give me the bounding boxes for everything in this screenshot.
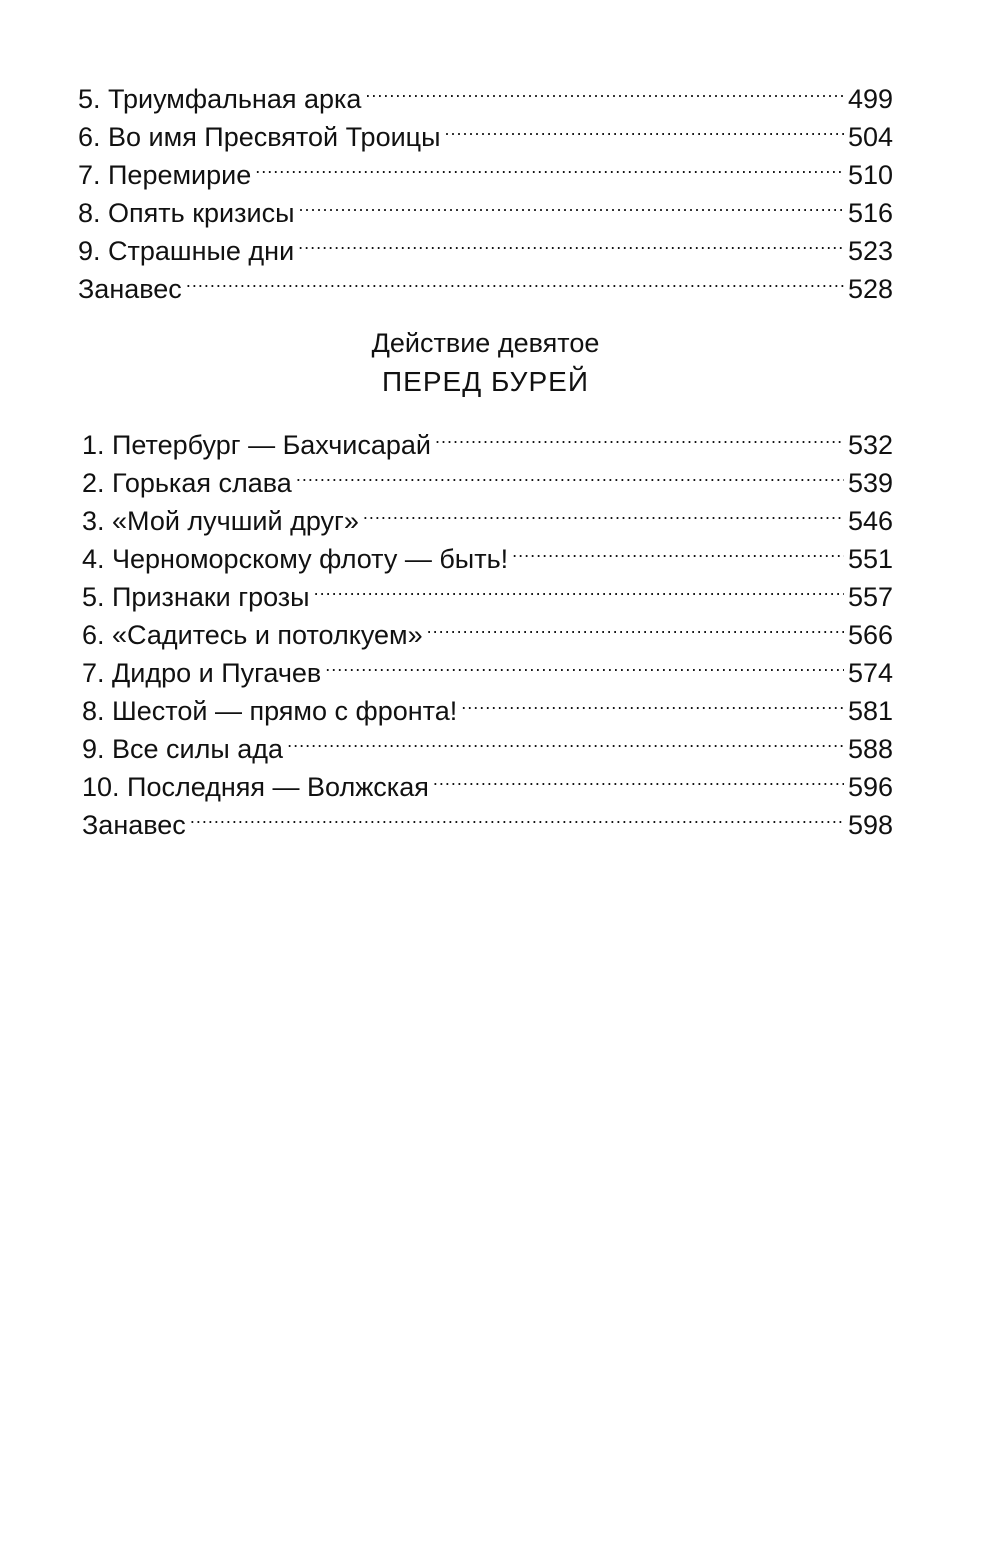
toc-entry-page: 546 [847, 506, 893, 536]
toc-entry-page: 557 [847, 582, 893, 612]
toc-entry [82, 416, 893, 460]
toc-leader-dots [433, 758, 844, 796]
toc-leader-dots [435, 416, 844, 454]
toc-entry-title: 5. Признаки грозы [82, 582, 310, 612]
toc-entry-page: 516 [847, 198, 893, 228]
toc-list-top [78, 70, 893, 304]
toc-leader-dots [186, 260, 844, 298]
toc-entry-page: 574 [847, 658, 893, 688]
toc-entry-page: 510 [847, 160, 893, 190]
toc-leader-dots [461, 682, 844, 720]
toc-entry-title: Занавес [82, 810, 186, 840]
toc-entry [78, 260, 893, 304]
toc-entry-title: 2. Горькая слава [82, 468, 292, 498]
toc-entry-page: 523 [847, 236, 893, 266]
toc-entry-title: 3. «Мой лучший друг» [82, 506, 359, 536]
toc-leader-dots [298, 184, 843, 222]
toc-leader-dots [512, 530, 844, 568]
toc-leader-dots [365, 70, 844, 108]
toc-entry-title: 9. Страшные дни [78, 236, 295, 266]
toc-entry [78, 70, 893, 114]
toc-leader-dots [363, 492, 844, 530]
toc-leader-dots [298, 222, 844, 260]
toc-entry-title: 7. Перемирие [78, 160, 252, 190]
toc-leader-dots [287, 720, 844, 758]
toc-entry-page: 588 [847, 734, 893, 764]
toc-entry-page: 532 [847, 430, 893, 460]
toc-entry-title: 8. Опять кризисы [78, 198, 295, 228]
toc-leader-dots [314, 568, 844, 606]
toc-entry-page: 566 [847, 620, 893, 650]
toc-entry-title: Занавес [78, 274, 182, 304]
toc-leader-dots [190, 796, 844, 834]
toc-leader-dots [255, 146, 844, 184]
toc-entry-title: 6. Во имя Пресвятой Троицы [78, 122, 441, 152]
toc-leader-dots [325, 644, 844, 682]
toc-entry-page: 551 [847, 544, 893, 574]
toc-entry-page: 598 [847, 810, 893, 840]
toc-list-bottom [78, 416, 893, 840]
toc-entry-page: 581 [847, 696, 893, 726]
toc-entry-title: 4. Черноморскому флоту — быть! [82, 544, 509, 574]
toc-entry-title: 5. Триумфальная арка [78, 84, 362, 114]
toc-entry-title: 8. Шестой — прямо с фронта! [82, 696, 458, 726]
toc-entry-title: 6. «Садитесь и потолкуем» [82, 620, 423, 650]
section-act-label: Действие девятое [371, 328, 600, 358]
toc-entry-page: 539 [847, 468, 893, 498]
toc-leader-dots [427, 606, 844, 644]
section-heading [78, 324, 893, 402]
toc-entry-page: 528 [847, 274, 893, 304]
toc-entry-title: 10. Последняя — Волжская [82, 772, 429, 802]
toc-leader-dots [296, 454, 844, 492]
toc-entry [82, 796, 893, 840]
toc-leader-dots [445, 108, 844, 146]
toc-entry-title: 9. Все силы ада [82, 734, 284, 764]
section-title: ПЕРЕД БУРЕЙ [382, 366, 589, 397]
toc-entry-page: 596 [847, 772, 893, 802]
toc-entry-page: 499 [847, 84, 893, 114]
toc-entry-page: 504 [847, 122, 893, 152]
toc-entry-title: 7. Дидро и Пугачев [82, 658, 322, 688]
toc-entry-title: 1. Петербург — Бахчисарай [82, 430, 431, 460]
toc-page [78, 70, 893, 840]
